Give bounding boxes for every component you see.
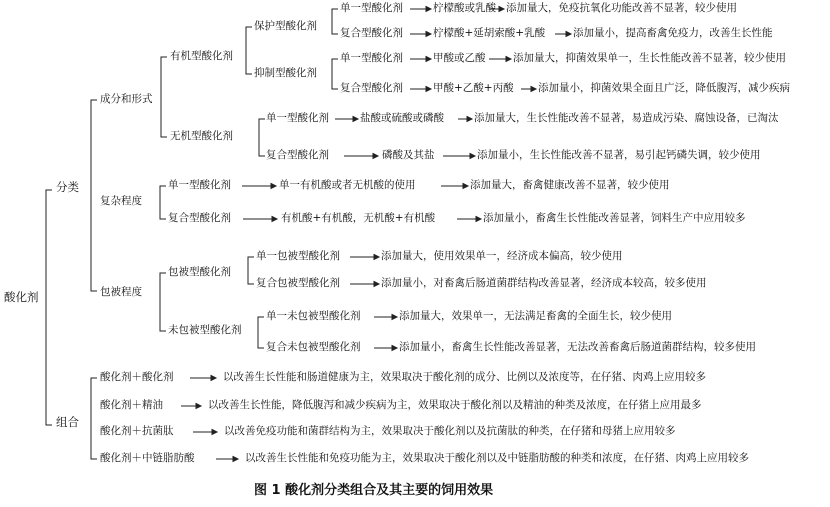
combination-item-effect: 以改善生长性能和免疫功能为主，效果取决于酸化剂以及中链脂肪酸的种类和浓度，在仔猪、肉鸡上应用较多 (245, 452, 749, 464)
combination-item-effect: 以改善免疫功能和菌群结构为主，效果取决于酸化剂以及抗菌肽的种类，在仔猪和母猪上应用较多 (224, 425, 676, 437)
figure-caption: 图 1 酸化剂分类组合及其主要的饲用效果 (254, 483, 494, 498)
complexity-compound-example: 有机酸+有机酸，无机酸+有机酸 (281, 212, 436, 224)
inorganic-compound-example: 磷酸及其盐 (382, 149, 435, 161)
protective-label: 保护型酸化剂 (254, 20, 317, 32)
coating-bracket (160, 273, 166, 331)
combination-bracket (91, 378, 97, 459)
inhibitory-single-label: 单一型酸化剂 (340, 52, 403, 64)
combination-item-label: 酸化剂＋中链脂肪酸 (100, 452, 195, 464)
complexity-bracket (160, 186, 166, 219)
coated-compound-effect: 添加量小，对畜禽后肠道菌群结构改善显著，经济成本较高，较多使用 (381, 277, 707, 289)
composition-label: 成分和形式 (100, 93, 153, 105)
protective-compound-example: 柠檬酸+延胡索酸+乳酸 (433, 27, 546, 39)
inhibitory-compound-effect: 添加量小，抑菌效果全面且广泛，降低腹泻，减少疾病 (538, 82, 790, 94)
inorganic-compound-effect: 添加量小，生长性能改善不显著，易引起钙磷失调，较少使用 (477, 149, 761, 161)
inorganic-label: 无机型酸化剂 (170, 130, 233, 142)
uncoated-single-effect: 添加量大，效果单一，无法满足畜禽的全面生长，较少使用 (399, 310, 672, 322)
uncoated-single-label: 单一未包被型酸化剂 (266, 310, 361, 322)
complexity-compound-effect: 添加量小，畜禽生长性能改善显著，饲料生产中应用较多 (483, 212, 746, 224)
inorganic-single-effect: 添加量大，生长性能改善不显著，易造成污染、腐蚀设备，已淘汰 (474, 112, 779, 124)
uncoated-compound-effect: 添加量小，畜禽生长性能改善显著，无法改善畜禽后肠道菌群结构，较多使用 (399, 341, 756, 353)
root-bracket (46, 190, 52, 425)
organic-bracket (246, 27, 252, 74)
combination-item-effect: 以改善生长性能，降低腹泻和减少疾病为主，效果取决于酸化剂以及精油的种类及浓度，在仔猪上应用最多 (208, 399, 702, 411)
combination-item-effect: 以改善生长性能和肠道健康为主，效果取决于酸化剂的成分、比例以及浓度等，在仔猪、肉鸡上应用较多 (223, 371, 706, 383)
coated-label: 包被型酸化剂 (168, 266, 231, 278)
inhibitory-compound-label: 复合型酸化剂 (340, 82, 403, 94)
inhibitory-label: 抑制型酸化剂 (254, 67, 317, 79)
protective-single-example: 柠檬酸或乳酸 (433, 2, 496, 14)
inorganic-bracket (259, 119, 265, 156)
inorganic-single-label: 单一型酸化剂 (266, 112, 329, 124)
protective-compound-label: 复合型酸化剂 (340, 27, 403, 39)
combination-item-label: 酸化剂＋精油 (100, 399, 163, 411)
inhibitory-single-effect: 添加量大，抑菌效果单一，生长性能改善不显著，较少使用 (513, 52, 786, 64)
composition-bracket (161, 57, 167, 137)
uncoated-label: 未包被型酸化剂 (168, 324, 242, 336)
inorganic-single-example: 盐酸或硫酸或磷酸 (360, 112, 444, 124)
inorganic-compound-label: 复合型酸化剂 (266, 149, 329, 161)
complexity-single-effect: 添加量大，畜禽健康改善不显著，较少使用 (470, 179, 670, 191)
combination-item-label: 酸化剂＋酸化剂 (100, 371, 174, 383)
arrows (181, 7, 571, 462)
inhibitory-bracket (332, 59, 338, 89)
combination-item-label: 酸化剂＋抗菌肽 (100, 425, 174, 437)
protective-bracket (332, 9, 338, 34)
combination-label: 组合 (56, 415, 79, 429)
inhibitory-single-example: 甲酸或乙酸 (433, 52, 486, 64)
coating-label: 包被程度 (100, 286, 142, 298)
coated-compound-label: 复合包被型酸化剂 (256, 277, 340, 289)
complexity-compound-label: 复合型酸化剂 (168, 212, 231, 224)
coated-single-label: 单一包被型酸化剂 (256, 250, 340, 262)
uncoated-compound-label: 复合未包被型酸化剂 (266, 341, 361, 353)
classification-bracket (91, 100, 97, 291)
uncoated-bracket (258, 317, 264, 348)
organic-label: 有机型酸化剂 (170, 50, 233, 62)
complexity-label: 复杂程度 (100, 195, 142, 207)
coated-bracket (248, 257, 254, 284)
protective-single-effect: 添加量大，免疫抗氧化功能改善不显著，较少使用 (506, 2, 737, 14)
coated-single-effect: 添加量大，使用效果单一，经济成本偏高，较少使用 (381, 250, 623, 262)
complexity-single-example: 单一有机酸或者无机酸的使用 (279, 179, 416, 191)
complexity-single-label: 单一型酸化剂 (168, 179, 231, 191)
inhibitory-compound-example: 甲酸+乙酸+丙酸 (433, 82, 514, 94)
protective-compound-effect: 添加量小，提高畜禽免疫力，改善生长性能 (573, 27, 773, 39)
classification-label: 分类 (56, 180, 79, 194)
protective-single-label: 单一型酸化剂 (340, 2, 403, 14)
root-label: 酸化剂 (4, 290, 39, 304)
